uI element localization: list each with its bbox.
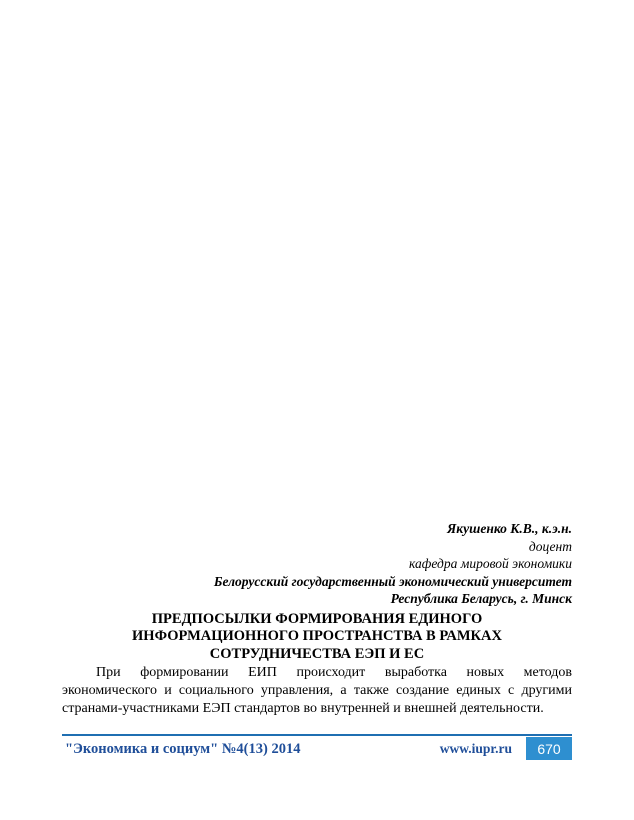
body-paragraph: При формировании ЕИП происходит выработка новых методов экономического и социального управления, а также создание единых с другими странами-участниками ЕЭП стандартов во внутренней и внешней деятельности.	[62, 665, 572, 716]
page-number: 670	[526, 737, 572, 760]
footer-right-group	[440, 737, 572, 760]
title-line-2: ИНФОРМАЦИОННОГО ПРОСТРАНСТВА В РАМКАХ	[132, 628, 502, 644]
author-location: Республика Беларусь, г. Минск	[390, 591, 572, 606]
page-title	[62, 611, 572, 664]
footer-url: www.iupr.ru	[439, 740, 512, 756]
author-institution: Белорусский государственный экономический университет	[213, 573, 572, 589]
footer-divider	[62, 734, 572, 736]
title-line-1: ПРЕДПОСЫЛКИ ФОРМИРОВАНИЯ ЕДИНОГО	[151, 610, 483, 627]
author-name: Якушенко К.В., к.э.н.	[446, 521, 572, 536]
title-line-3: СОТРУДНИЧЕСТВА ЕЭП И ЕС	[209, 645, 425, 662]
page-footer	[62, 737, 572, 763]
footer-journal-title: "Экономика и социум" №4(13) 2014	[65, 741, 301, 757]
author-department: кафедра мировой экономики	[409, 556, 572, 571]
author-position: доцент	[528, 538, 572, 554]
author-block	[62, 520, 572, 608]
page-content	[62, 520, 572, 718]
